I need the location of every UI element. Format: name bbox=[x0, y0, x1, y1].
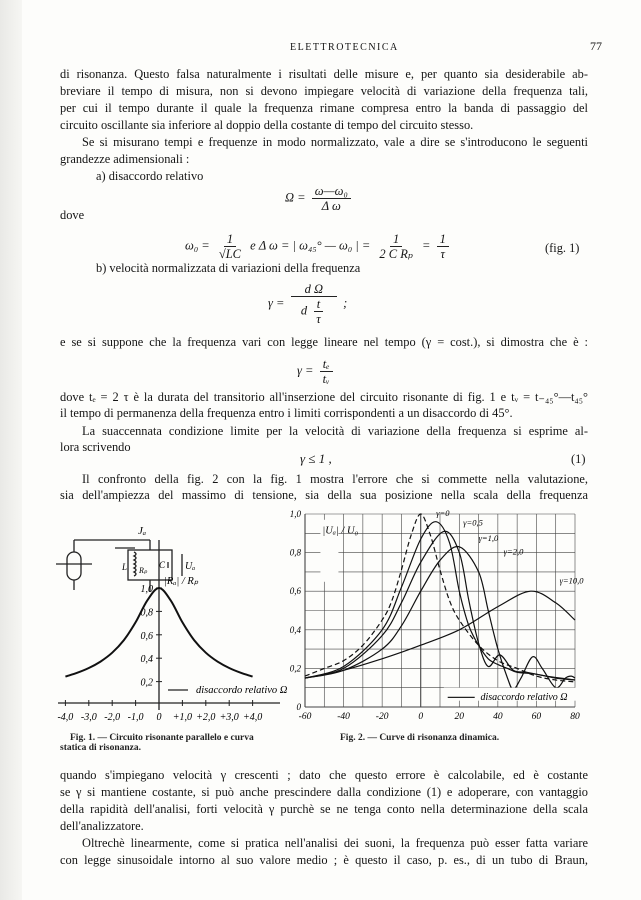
vacuum-tube-icon bbox=[67, 552, 81, 580]
x-tick-label: +2,0 bbox=[196, 712, 216, 723]
series-label: γ=1,0 bbox=[478, 533, 499, 544]
text-line: sia dell'ampiezza del massimo di tensione, sia della sua posizione nella scala della frequenza bbox=[60, 488, 588, 502]
equation-gamma bbox=[268, 282, 347, 326]
figure-2-chart bbox=[285, 505, 595, 730]
eq-denominator: tᵥ bbox=[322, 372, 330, 386]
label-capacitor: C bbox=[159, 560, 166, 570]
label-inductor: L bbox=[122, 562, 128, 572]
text-line: breviare il tempo di misura, non si devono impiegare velocità di variazione della frequenza tali, bbox=[60, 84, 588, 98]
eq-numerator: tₑ bbox=[320, 357, 333, 372]
x-tick-label: 20 bbox=[454, 712, 465, 722]
y-tick-label: 0,8 bbox=[289, 547, 301, 558]
text-dove: dove bbox=[60, 208, 85, 222]
text-line: se γ si mantiene costante, si può anche prescindere dalla condizione (1) e adoperare, con vantaggio bbox=[60, 785, 588, 799]
eq-numerator: 1 bbox=[390, 232, 402, 247]
text-line: e se si suppone che la frequenza vari con legge lineare nel tempo (γ = cost.), si dimostra che è : bbox=[60, 335, 588, 349]
x-tick-label: -2,0 bbox=[104, 712, 121, 723]
text-line: Se si misurano tempi e frequenze in modo normalizzato, vale a dire se s'introducono le seguenti bbox=[82, 135, 588, 149]
series-label: γ=0,5 bbox=[463, 517, 483, 528]
label-resistor: Rₚ bbox=[139, 566, 148, 575]
text-line: della rapidità dell'analisi, forti velocità γ purchè se ne tenga conto nella determinazione della scala bbox=[60, 802, 588, 816]
eq-denominator: 2 C Rₚ bbox=[379, 247, 413, 261]
text-line: Il confronto della fig. 2 con la fig. 1 mostra l'errore che si commette nella valutazione, bbox=[82, 472, 588, 486]
x-tick-label: 80 bbox=[570, 712, 580, 722]
eq-numerator: t bbox=[314, 297, 323, 312]
x-tick-label: +3,0 bbox=[219, 712, 239, 723]
x-axis-label: disaccordo relativo Ω bbox=[196, 685, 288, 696]
text-line: La suaccennata condizione limite per la velocità di variazione della frequenza si esprime al- bbox=[82, 424, 588, 438]
y-tick-label: 0,6 bbox=[140, 630, 153, 642]
text-line: per cui il tempo durante il quale la frequenza rimane compresa entro la banda di passaggio del bbox=[60, 101, 588, 115]
eq-numerator: 1 bbox=[224, 232, 236, 247]
y-tick-label: 0,2 bbox=[140, 677, 153, 689]
running-header: ELETTROTECNICA bbox=[290, 42, 399, 53]
eq-numerator: 1 bbox=[437, 232, 449, 247]
text-line: con legge sinusoidale intorno al suo valore medio ; è questo il caso, p. es., di un tubo di Braun, bbox=[60, 853, 588, 867]
y-tick-label: 0 bbox=[296, 702, 301, 712]
eq-d: d bbox=[300, 303, 308, 318]
page-number: 77 bbox=[590, 39, 602, 53]
y-axis-label: |Rₐ| / Rₚ bbox=[164, 576, 199, 587]
text-line: grandezze adimensionali : bbox=[60, 152, 190, 166]
x-tick-label: 0 bbox=[156, 712, 162, 723]
list-item-a: a) disaccordo relativo bbox=[96, 169, 204, 183]
y-tick-label: 0,2 bbox=[289, 663, 301, 674]
eq-equals: = bbox=[422, 238, 431, 253]
figure-1-caption bbox=[60, 733, 290, 753]
eq-denominator: Δ ω bbox=[321, 199, 341, 213]
eq-numerator: ω—ω₀ bbox=[312, 184, 351, 199]
x-tick-label: -3,0 bbox=[80, 712, 97, 723]
x-tick-label: 60 bbox=[531, 712, 542, 722]
text-line: circuito oscillante sia inferiore al doppio della costante di tempo del circuito stesso. bbox=[60, 118, 474, 132]
text-line: il tempo di permanenza della frequenza entro i limiti corrispondenti a un disaccordo di 45°. bbox=[60, 406, 513, 420]
x-tick-label: 0 bbox=[418, 712, 424, 722]
x-tick-label: -4,0 bbox=[57, 712, 74, 723]
figure-2-caption: Fig. 2. — Curve di risonanza dinamica. bbox=[340, 733, 500, 743]
y-tick-label: 0,4 bbox=[289, 624, 301, 635]
eq-numerator: d Ω bbox=[291, 282, 337, 297]
equation-reference: (1) bbox=[571, 452, 586, 466]
x-tick-label: +1,0 bbox=[172, 712, 193, 723]
x-tick-label: -60 bbox=[298, 712, 312, 722]
y-tick-label: 0,4 bbox=[140, 654, 153, 666]
caption-line: statica di risonanza. bbox=[60, 743, 142, 753]
eq-middle: e Δ ω = | ω₄₅° — ω₀ | = bbox=[250, 238, 371, 253]
y-tick-label: 1,0 bbox=[289, 509, 301, 519]
x-tick-label: +4,0 bbox=[242, 712, 263, 723]
caption-line: Fig. 1. — Circuito risonante parallelo e curva bbox=[70, 733, 254, 743]
text-line: Oltrechè linearmente, come si pratica nell'analisi dei suoni, la frequenza può esser fatta variare bbox=[82, 836, 588, 850]
eq-lhs: Ω = bbox=[285, 190, 306, 205]
equation-reference: (fig. 1) bbox=[545, 241, 580, 255]
eq-lhs: γ = bbox=[268, 295, 285, 310]
eq-denominator: √LC bbox=[218, 247, 242, 261]
series-label: γ=0 bbox=[436, 507, 450, 518]
y-tick-label: 1,0 bbox=[140, 584, 153, 595]
x-tick-label: 40 bbox=[493, 712, 503, 722]
series-label: γ=2,0 bbox=[503, 546, 524, 557]
x-tick-label: -1,0 bbox=[127, 712, 144, 723]
list-item-b: b) velocità normalizzata di variazioni della frequenza bbox=[96, 261, 361, 275]
y-axis-label: |Uₐ| / U₀ bbox=[322, 525, 359, 537]
equation-gamma-ratio bbox=[297, 357, 336, 386]
inductor-icon bbox=[134, 552, 136, 576]
text-line: quando s'impiegano velocità γ crescenti ; dato che questo errore è calcolabile, ed è costante bbox=[60, 768, 588, 782]
label-voltage: Uₐ bbox=[185, 561, 196, 572]
text-line: dell'analizzatore. bbox=[60, 819, 144, 833]
x-tick-label: -40 bbox=[337, 712, 350, 722]
text-line: lora scrivendo bbox=[60, 440, 131, 454]
eq-lhs: γ = bbox=[297, 363, 314, 378]
y-tick-label: 0,6 bbox=[289, 586, 301, 597]
x-axis-label: disaccordo relativo Ω bbox=[480, 692, 568, 704]
eq-denominator: τ bbox=[440, 247, 445, 261]
series-label: γ=10,0 bbox=[559, 575, 584, 586]
adjacent-page-gutter bbox=[0, 0, 22, 900]
equation-omega0 bbox=[185, 232, 452, 261]
equation-limit: γ ≤ 1 , bbox=[300, 451, 332, 466]
x-tick-label: -20 bbox=[375, 712, 389, 722]
label-current: Jₐ bbox=[138, 525, 147, 537]
eq-denominator: τ bbox=[316, 312, 321, 326]
figure-1-chart bbox=[40, 500, 300, 735]
eq-semicolon: ; bbox=[343, 295, 348, 310]
text-line: di risonanza. Questo falsa naturalmente i risultati delle misure e, per quanto sia desiderabile ab- bbox=[60, 67, 588, 81]
text-line: dove tₑ = 2 τ è la durata del transitorio all'inserzione del circuito risonante di fig. 1 e tᵥ = t₋₄₅°—t₄₅° bbox=[60, 390, 588, 404]
y-tick-label: 0,8 bbox=[140, 607, 153, 619]
eq-lhs: ω₀ = bbox=[185, 238, 210, 253]
